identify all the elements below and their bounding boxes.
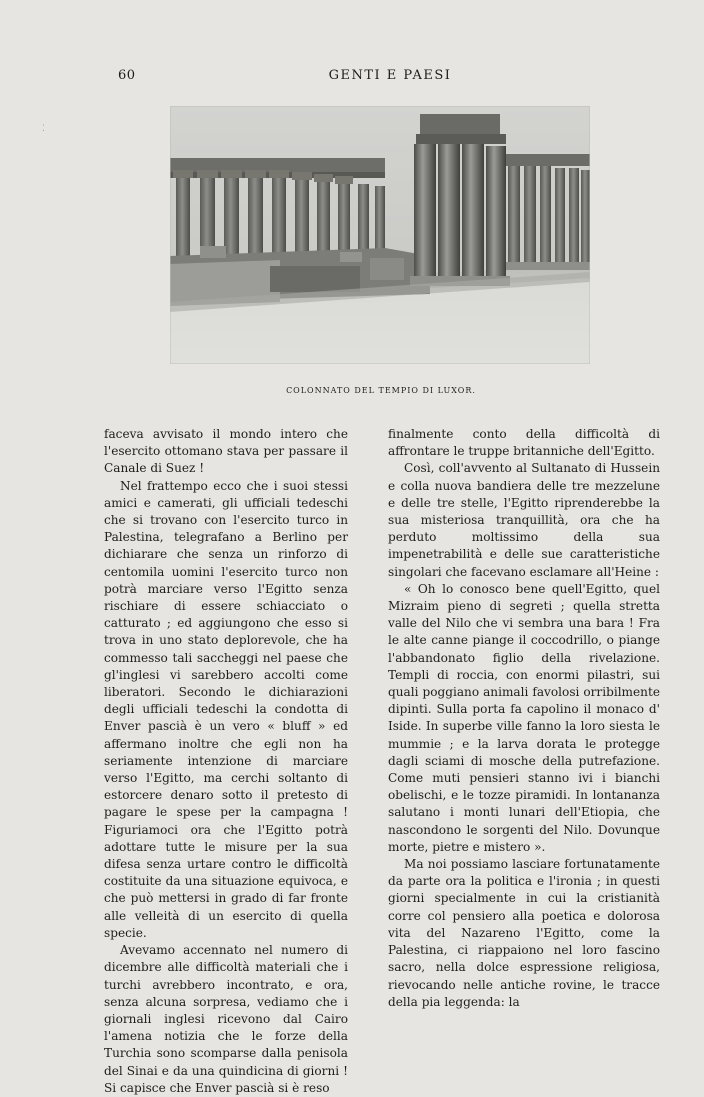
left-text-column	[104, 426, 348, 1097]
running-title: GENTI E PAESI	[328, 68, 452, 83]
paragraph: Ma noi possiamo lasciare fortunatamente da parte ora la politica e l'ironia ; in questi giorni specialmente in cui la cristianità corre col pensiero alla poetica e dolorosa vita del Nazareno l'Egitto, come la Palestina, ci riappaiono nel loro fascino sacro, nella dolce espressione religiosa, rievocando nelle antiche rovine, le tracce della pia leggenda: la	[388, 857, 660, 1009]
paragraph: Avevamo accennato nel numero di dicembre alle difficoltà materiali che i turchi avrebbero incontrato, e ora, senza alcuna sorpresa, vediamo che i giornali inglesi ricevono dal Cairo l'amena notizia che le forze della Turchia sono scomparse dalla penisola del Sinai e da una quindicina di giorni ! Si capisce che Enver pascià si è reso	[104, 943, 348, 1095]
page-number: 60	[118, 68, 136, 83]
right-text-column	[388, 426, 660, 1011]
page-blemish: ⁚	[42, 124, 45, 134]
paragraph: finalmente conto della difficoltà di affrontare le truppe britanniche dell'Egitto.	[388, 427, 660, 459]
paragraph: Nel frattempo ecco che i suoi stessi amici e camerati, gli ufficiali tedeschi che si trovano con l'esercito turco in Palestina, telegrafano a Berlino per dichiarare che senza un rinforzo di centomila uomini l'esercito turco non potrà marciare verso l'Egitto senza rischiare di essere schiacciato o catturato ; ed aggiungono che esso si trova in uno stato deplorevole, che ha commesso tali saccheggi nel paese che gl'inglesi vi sarebbero accolti come liberatori. Secondo le dichiarazioni degli ufficiali tedeschi la condotta di Enver pascià è un vero « bluff » ed affermano inoltre che egli non ha seriamente intenzione di marciare verso l'Egitto, ma cerchi soltanto di estorcere denaro sotto il pretesto di pagare le spese per la campagna ! Figuriamoci ora che l'Egitto potrà adottare tutte le misure per la sua difesa senza urtare contro le difficoltà costituite da una situazione equivoca, e che può mettersi in grado di far fronte alle velleità di un esercito di quella specie.	[104, 478, 348, 940]
paragraph: Così, coll'avvento al Sultanato di Hussein e colla nuova bandiera delle tre mezzelune e delle tre stelle, l'Egitto riprenderebbe la sua misteriosa tranquillità, ora che ha perduto moltissimo della sua impenetrabilità e delle sue caratteristiche singolari che facevano esclamare all'Heine :	[388, 461, 660, 579]
paragraph: faceva avvisato il mondo intero che l'esercito ottomano stava per passare il Canale di Suez !	[104, 427, 348, 476]
figure-caption: COLONNATO DEL TEMPIO DI LUXOR.	[286, 386, 476, 395]
quotation-paragraph: « Oh lo conosco bene quell'Egitto, quel Mizraim pieno di segreti ; quella stretta valle del Nilo che vi sembra una bara ! Fra le alte canne piange il coccodrillo, o piange l'abbandonato figlio della rivelazione. Templi di roccia, con enormi pilastri, sui quali poggiano animali favolosi orribilmente dipinti. Sulla porta fa capolino il monaco d' Iside. In superbe ville fanno la loro siesta le mummie ; e la larva dorata le protegge dagli sciami di mosche della putrefazione. Come muti pensieri stanno ivi i bianchi obelischi, e le tozze piramidi. In lontananza salutano i monti lunari dell'Etiopia, che nascondono le sorgenti del Nilo. Dovunque morte, pietre e mistero ».	[388, 581, 660, 854]
temple-photo	[170, 106, 590, 364]
